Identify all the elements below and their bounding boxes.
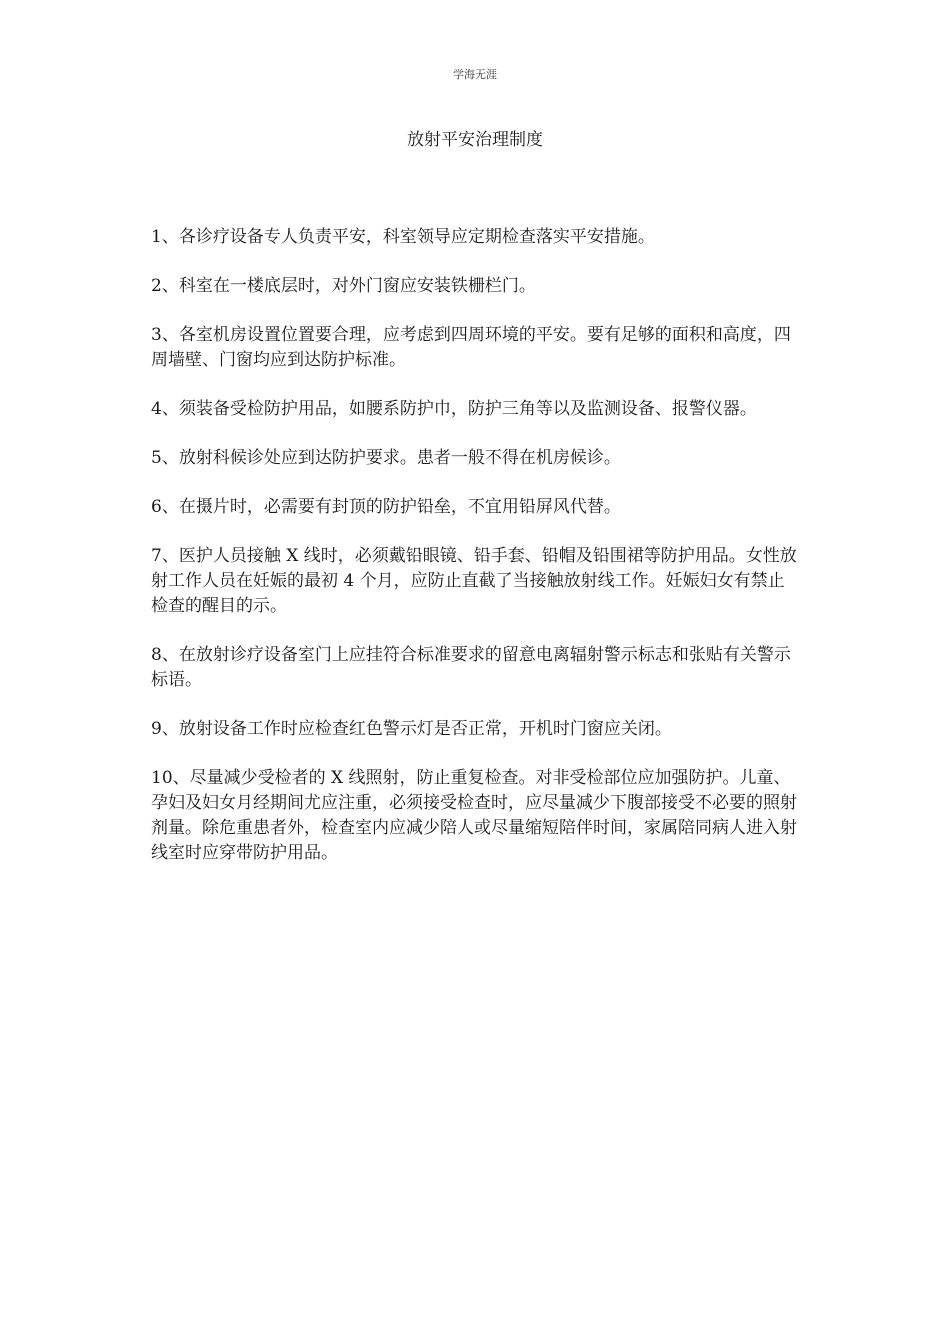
rule-item-2: 2、科室在一楼底层时，对外门窗应安装铁栅栏门。 [151,276,536,296]
rule-item-7: 7、医护人员接触 X 线时，必须戴铅眼镜、铅手套、铅帽及铅围裙等防护用品。女性放射工作人员在妊娠的最初 4 个月，应防止直截了当接触放射线工作。妊娠妇女有禁止检查的醒目的示。 [151,546,797,616]
rule-item-10: 10、尽量减少受检者的 X 线照射，防止重复检查。对非受检部位应加强防护。儿童、孕妇及妇女月经期间尤应注重，必须接受检查时，应尽量减少下腹部接受不必要的照射剂量。除危重患者外，检查室内应减少陪人或尽量缩短陪伴时间，家属陪同病人进入射线室时应穿带防护用品。 [151,768,797,863]
rule-item-5: 5、放射科候诊处应到达防护要求。患者一般不得在机房候诊。 [151,448,621,468]
rule-item-4: 4、须装备受检防护用品，如腰系防护巾，防护三角等以及监测设备、报警仪器。 [151,399,757,419]
page-header: 学海无涯 [453,68,497,81]
rules-list [151,225,801,890]
rule-item-3: 3、各室机房设置位置要合理，应考虑到四周环境的平安。要有足够的面积和高度，四周墙壁、门窗均应到达防护标准。 [151,325,791,370]
rule-item-8: 8、在放射诊疗设备室门上应挂符合标准要求的留意电离辐射警示标志和张贴有关警示标语。 [151,645,791,690]
rule-item-6: 6、在摄片时，必需要有封顶的防护铅垒，不宜用铅屏风代替。 [151,497,621,517]
rule-item-9: 9、放射设备工作时应检查红色警示灯是否正常，开机时门窗应关闭。 [151,719,672,739]
rule-item-1: 1、各诊疗设备专人负责平安，科室领导应定期检查落实平安措施。 [151,227,655,247]
document-title: 放射平安治理制度 [407,130,543,150]
